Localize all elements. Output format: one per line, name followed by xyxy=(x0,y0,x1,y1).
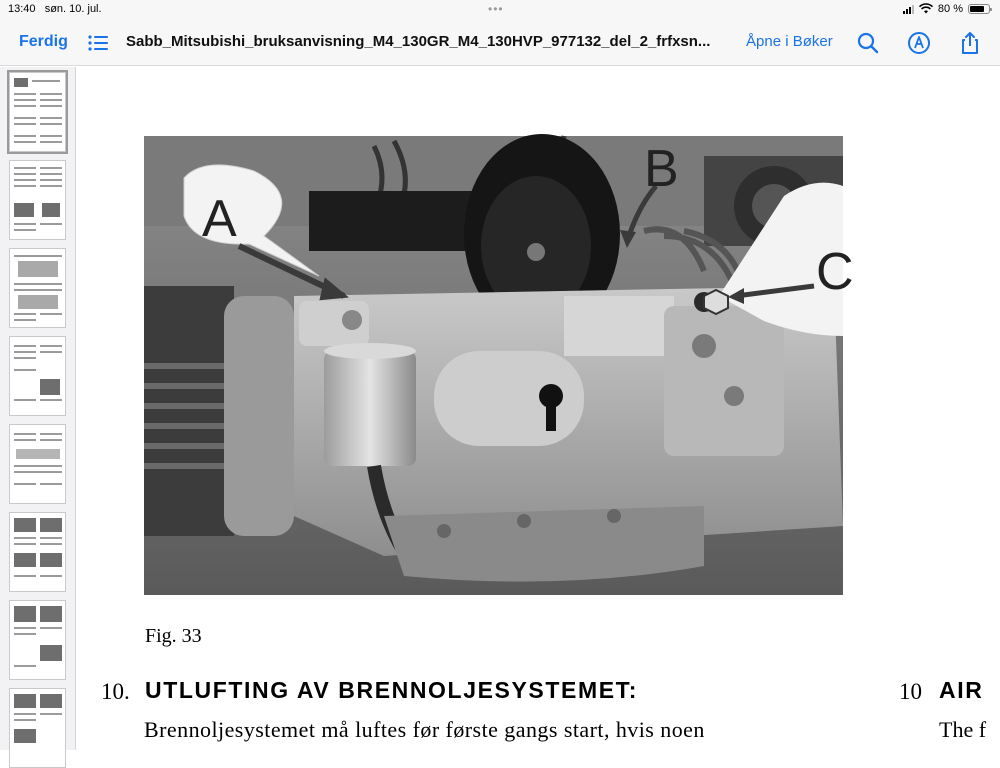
page-thumbnail[interactable] xyxy=(9,688,66,768)
figure-caption: Fig. 33 xyxy=(145,625,202,647)
document-page[interactable] xyxy=(77,67,1000,750)
next-column-body-text: The f xyxy=(939,717,987,742)
markup-icon[interactable] xyxy=(906,30,932,56)
status-indicators xyxy=(903,3,990,15)
toolbar xyxy=(0,20,1000,66)
battery-percentage: 80 % xyxy=(937,3,963,15)
page-thumbnail[interactable] xyxy=(9,512,66,592)
page-thumbnail[interactable] xyxy=(9,336,66,416)
page-thumbnail[interactable] xyxy=(9,424,66,504)
wifi-icon xyxy=(919,4,933,14)
search-icon[interactable] xyxy=(855,30,881,56)
thumbnail-sidebar[interactable] xyxy=(0,67,76,750)
share-icon[interactable] xyxy=(957,30,983,56)
page-thumbnail[interactable] xyxy=(9,600,66,680)
page-thumbnail[interactable] xyxy=(9,72,66,152)
status-bar xyxy=(0,0,1000,20)
engine-photo xyxy=(144,136,854,595)
signal-icon xyxy=(903,5,914,14)
battery-fill xyxy=(970,6,984,12)
page-thumbnail[interactable] xyxy=(9,160,66,240)
battery-icon xyxy=(968,4,990,14)
done-button[interactable]: Ferdig xyxy=(19,33,68,50)
section-number: 10. xyxy=(101,679,130,704)
status-time-date: 13:40 søn. 10. jul. xyxy=(8,3,102,15)
multitasking-dots-icon[interactable]: ••• xyxy=(488,2,504,16)
list-icon[interactable] xyxy=(86,31,110,55)
open-in-books-button[interactable]: Åpne i Bøker xyxy=(746,33,833,50)
figure-label-c: C xyxy=(816,243,854,301)
figure-label-b: B xyxy=(644,140,679,198)
section-heading: UTLUFTING AV BRENNOLJESYSTEMET: xyxy=(145,677,639,703)
section-body-text: Brennoljesystemet må luftes før første gangs start, hvis noen xyxy=(144,717,705,742)
document-title: Sabb_Mitsubishi_bruksanvisning_M4_130GR_M4_130HVP_977132_del_2_frfxsn... xyxy=(126,33,711,50)
next-column-section-heading: AIR xyxy=(939,677,984,703)
figure-label-a: A xyxy=(202,190,237,248)
page-thumbnail[interactable] xyxy=(9,248,66,328)
next-column-section-number: 10 xyxy=(899,679,922,704)
